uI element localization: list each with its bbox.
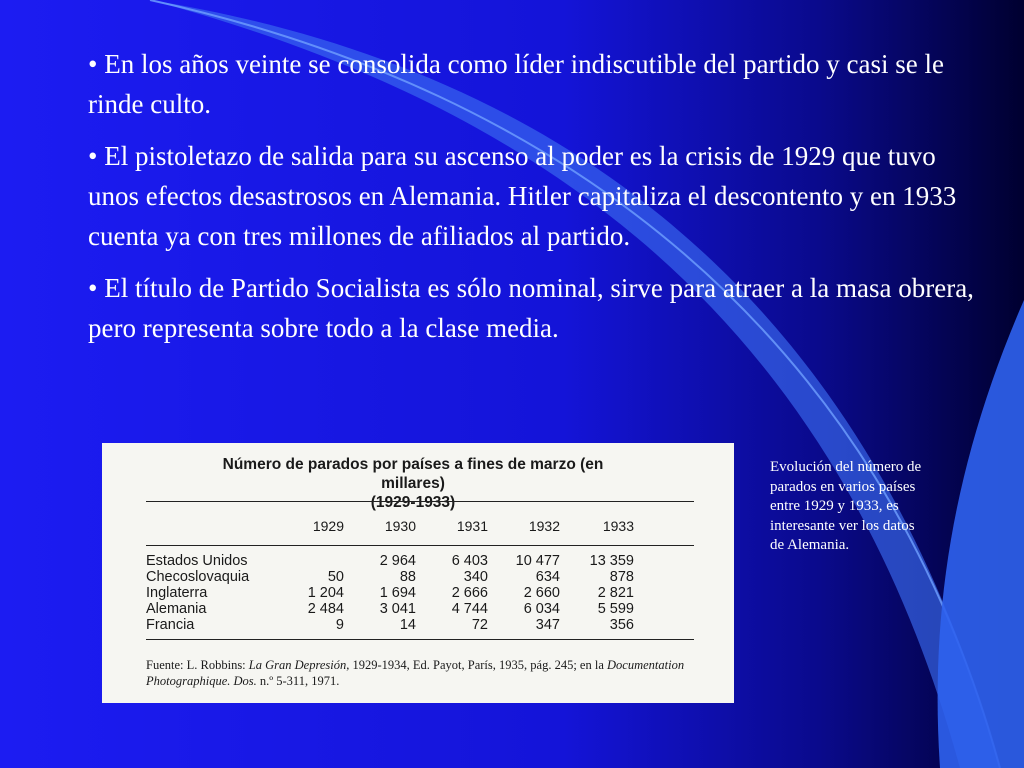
table-cell: 340 <box>463 569 488 585</box>
country-name: Inglaterra <box>146 585 208 601</box>
table-source-note: Fuente: L. Robbins: La Gran Depresión, 1929-1934, Ed. Payot, París, 1935, pág. 245; en la Documentation Photographique. Dos. n.º 5-311, 1971. <box>146 658 685 688</box>
table-rule-top <box>146 501 694 502</box>
table-cell: 6 403 <box>451 553 488 569</box>
table-cell: 3 041 <box>379 601 416 617</box>
table-cell: 14 <box>399 617 416 633</box>
table-cell: 6 034 <box>523 601 560 617</box>
table-row <box>146 601 706 617</box>
bullet-2: • El pistoletazo de salida para su ascenso al poder es la crisis de 1929 que tuvo unos efectos desastrosos en Alemania. Hitler capitaliza el descontento y en 1933 cuenta ya con tres millones de afiliados al partido. <box>88 141 957 251</box>
table-caption: Evolución del número de parados en varios países entre 1929 y 1933, es interesante ver los datos de Alemania. <box>770 459 922 553</box>
table-rule-header <box>146 545 694 546</box>
unemployment-table-image <box>102 443 734 703</box>
bullet-1: • En los años veinte se consolida como líder indiscutible del partido y casi se le rinde culto. <box>88 49 944 119</box>
table-cell: 2 964 <box>379 553 416 569</box>
table-row <box>146 617 706 633</box>
table-title: Número de parados por países a fines de marzo (en millares) (1929-1933) <box>222 456 604 511</box>
table-cell: 1 694 <box>379 585 416 601</box>
table-cell: 2 484 <box>307 601 344 617</box>
year-header: 1929 <box>312 518 344 534</box>
table-cell: 878 <box>609 569 634 585</box>
country-name: Estados Unidos <box>146 553 248 569</box>
year-header: 1931 <box>456 518 488 534</box>
table-cell: 4 744 <box>451 601 488 617</box>
year-header: 1930 <box>384 518 416 534</box>
bullet-list <box>88 44 988 360</box>
table-cell: 88 <box>399 569 416 585</box>
table-cell: 1 204 <box>307 585 344 601</box>
table-cell: 10 477 <box>515 553 560 569</box>
table-cell: 2 660 <box>523 585 560 601</box>
bullet-3: • El título de Partido Socialista es sólo nominal, sirve para atraer a la masa obrera, pero representa sobre todo a la clase media. <box>88 273 974 343</box>
country-name: Francia <box>146 617 195 633</box>
table-cell: 356 <box>609 617 634 633</box>
table-cell: 72 <box>471 617 488 633</box>
table-cell: 5 599 <box>597 601 634 617</box>
table-cell: 2 666 <box>451 585 488 601</box>
table-row <box>146 569 706 585</box>
table-cell: 2 821 <box>597 585 634 601</box>
table-cell: 347 <box>535 617 560 633</box>
year-header: 1933 <box>602 518 634 534</box>
table-row <box>146 585 706 601</box>
table-cell: 9 <box>335 617 344 633</box>
table-cell: 13 359 <box>589 553 634 569</box>
year-header: 1932 <box>528 518 560 534</box>
country-name: Alemania <box>146 601 207 617</box>
table-cell: 634 <box>535 569 560 585</box>
table-cell: 50 <box>327 569 344 585</box>
table-rule-bottom <box>146 639 694 640</box>
country-name: Checoslovaquia <box>146 569 250 585</box>
table-row <box>146 553 706 569</box>
